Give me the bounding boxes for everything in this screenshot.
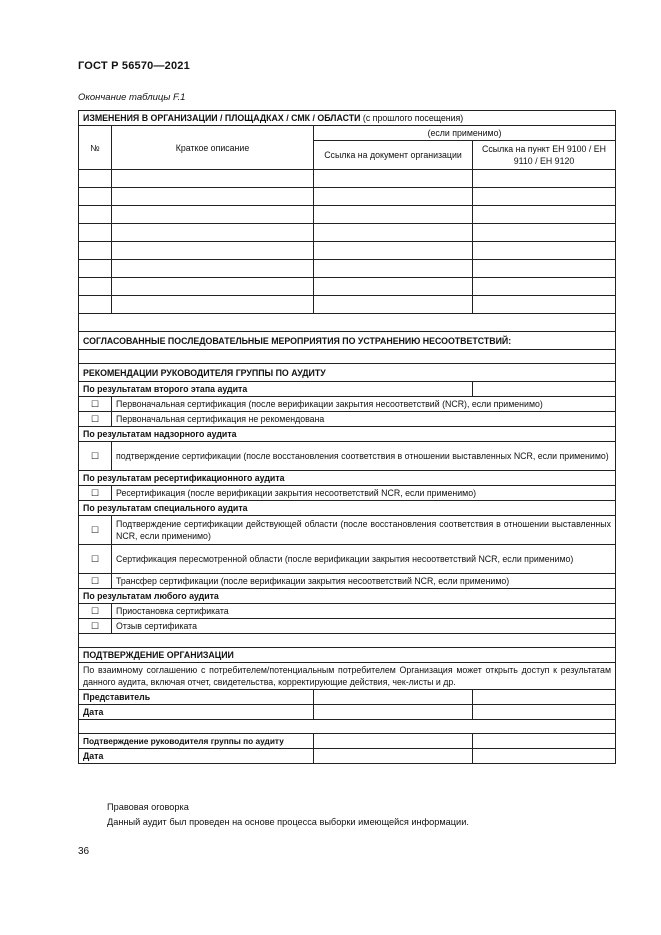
checkbox-stage2-not-recommended[interactable]: ☐ (79, 412, 112, 427)
any-audit-header-row (79, 589, 616, 604)
changes-section-title: ИЗМЕНЕНИЯ В ОРГАНИЗАЦИИ / ПЛОЩАДКАХ / СМК / ОБЛАСТИ (83, 113, 361, 123)
date-field[interactable] (314, 705, 473, 720)
leader-date-label: Дата (79, 749, 314, 764)
column-header-en-clause-ref: Ссылка на пункт ЕН 9100 / ЕН 9110 / ЕН 9120 (473, 141, 616, 170)
surveillance-header-row (79, 427, 616, 442)
recert-item-label: Ресертификация (после верификации закрытия несоответствий NCR, если применимо) (112, 486, 616, 501)
spacer-row (79, 720, 616, 734)
stage2-header-row (79, 382, 616, 397)
surveillance-title: По результатам надзорного аудита (79, 427, 616, 442)
table-row (79, 260, 616, 278)
representative-field[interactable] (314, 690, 473, 705)
list-item (79, 574, 616, 589)
checkbox-special-transfer[interactable]: ☐ (79, 574, 112, 589)
list-item (79, 442, 616, 471)
leader-confirmation-field[interactable] (314, 734, 473, 749)
special-title: По результатам специального аудита (79, 501, 616, 516)
column-header-description: Краткое описание (112, 126, 314, 170)
checkbox-recertification[interactable]: ☐ (79, 486, 112, 501)
leader-confirmation-row (79, 734, 616, 749)
table-row (79, 188, 616, 206)
checkbox-suspension[interactable]: ☐ (79, 604, 112, 619)
checkbox-special-confirmation[interactable]: ☐ (79, 516, 112, 545)
recommendations-title: РЕКОМЕНДАЦИИ РУКОВОДИТЕЛЯ ГРУППЫ ПО АУДИТУ (79, 364, 616, 382)
special-item-label: Сертификация пересмотренной области (после верификации закрытия несоответствий NCR, если применимо) (112, 545, 616, 574)
agreed-actions-title: СОГЛАСОВАННЫЕ ПОСЛЕДОВАТЕЛЬНЫЕ МЕРОПРИЯТИЯ ПО УСТРАНЕНИЮ НЕСООТВЕТСТВИЙ: (79, 332, 616, 350)
representative-label: Представитель (79, 690, 314, 705)
checkbox-withdrawal[interactable]: ☐ (79, 619, 112, 634)
changes-section-note: (с прошлого посещения) (362, 113, 464, 123)
list-item (79, 397, 616, 412)
date-extra-field[interactable] (473, 705, 616, 720)
column-header-org-doc-ref: Ссылка на документ организации (314, 141, 473, 170)
leader-signature-field[interactable] (473, 734, 616, 749)
disclaimer-text: Данный аудит был проведен на основе процесса выборки имеющейся информации. (107, 817, 469, 827)
list-item (79, 486, 616, 501)
special-header-row (79, 501, 616, 516)
surveillance-item-label: подтверждение сертификации (после восстановления соответствия в отношении выставленных NCR, если применимо) (112, 442, 616, 471)
agreed-actions-header-row (79, 332, 616, 350)
any-audit-title: По результатам любого аудита (79, 589, 616, 604)
list-item (79, 604, 616, 619)
leader-confirmation-label: Подтверждение руководителя группы по аудиту (79, 734, 314, 749)
stage2-item-label: Первоначальная сертификация (после верификации закрытия несоответствий (NCR), если применимо) (112, 397, 616, 412)
recert-title: По результатам ресертификационного аудита (79, 471, 616, 486)
table-row (79, 278, 616, 296)
special-item-label: Трансфер сертификации (после верификации закрытия несоответствий NCR, если применимо) (112, 574, 616, 589)
table-row (79, 170, 616, 188)
table-row (79, 296, 616, 314)
columns-header-row-1 (79, 126, 616, 141)
date-label: Дата (79, 705, 314, 720)
confirmation-text-row (79, 663, 616, 690)
date-row (79, 705, 616, 720)
table-row (79, 242, 616, 260)
checkbox-special-revised-scope[interactable]: ☐ (79, 545, 112, 574)
spacer-row (79, 634, 616, 648)
document-standard-header: ГОСТ Р 56570—2021 (78, 60, 190, 72)
any-audit-item-label: Отзыв сертификата (112, 619, 616, 634)
table-continuation-caption: Окончание таблицы F.1 (78, 92, 186, 103)
confirmation-header-row (79, 648, 616, 663)
agreed-actions-entry-row (79, 350, 616, 364)
leader-date-row (79, 749, 616, 764)
list-item (79, 545, 616, 574)
leader-date-extra-field[interactable] (473, 749, 616, 764)
any-audit-item-label: Приостановка сертификата (112, 604, 616, 619)
recert-header-row (79, 471, 616, 486)
spacer-row (79, 314, 616, 332)
table-row (79, 206, 616, 224)
checkbox-stage2-initial-certification[interactable]: ☐ (79, 397, 112, 412)
changes-header-row (79, 111, 616, 126)
list-item (79, 516, 616, 545)
confirmation-text: По взаимному соглашению с потребителем/потенциальным потребителем Организация может открыть доступ к результатам данного аудита, включая отчет, свидетельства, корректирующие действия, чек-листы и др. (79, 663, 616, 690)
table-row (79, 224, 616, 242)
list-item (79, 619, 616, 634)
list-item (79, 412, 616, 427)
audit-report-table (78, 110, 616, 764)
checkbox-surveillance-confirmation[interactable]: ☐ (79, 442, 112, 471)
stage2-title: По результатам второго этапа аудита (79, 382, 473, 397)
special-item-label: Подтверждение сертификации действующей области (после восстановления соответствия в отношении выставленных NCR, если применимо) (112, 516, 616, 545)
page-number: 36 (78, 846, 90, 857)
confirmation-title: ПОДТВЕРЖДЕНИЕ ОРГАНИЗАЦИИ (79, 648, 616, 663)
representative-signature-field[interactable] (473, 690, 616, 705)
recommendations-header-row (79, 364, 616, 382)
disclaimer-title: Правовая оговорка (107, 802, 189, 812)
column-header-if-applicable: (если применимо) (314, 126, 616, 141)
stage2-item-label: Первоначальная сертификация не рекомендована (112, 412, 616, 427)
leader-date-field[interactable] (314, 749, 473, 764)
column-header-number: № (79, 126, 112, 170)
representative-row (79, 690, 616, 705)
